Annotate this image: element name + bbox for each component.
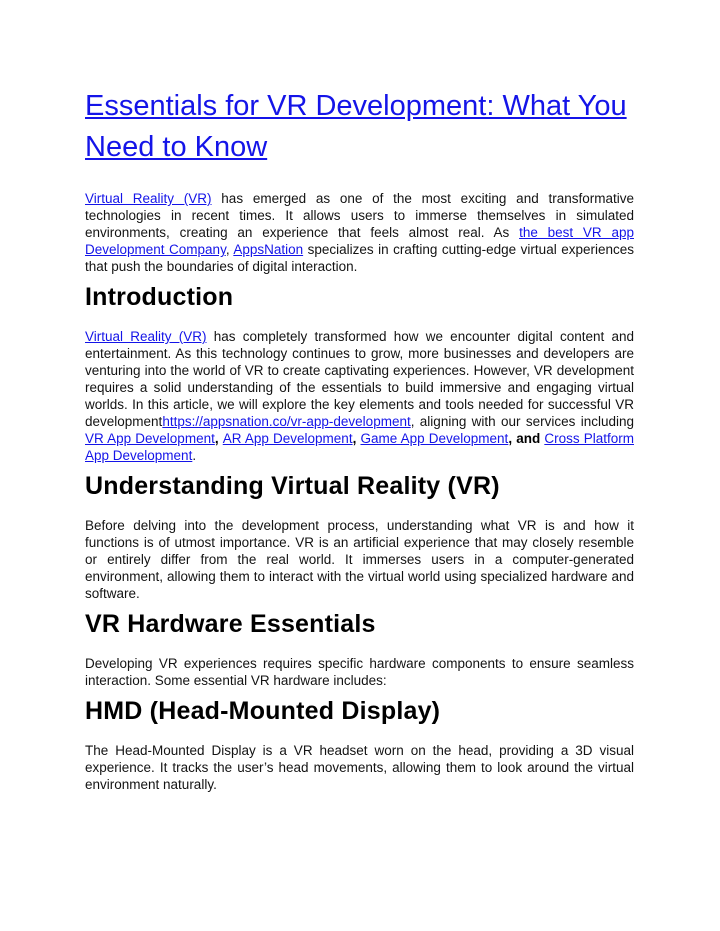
inline-link[interactable]: AppsNation xyxy=(233,242,304,257)
paragraph xyxy=(85,655,634,689)
body-text: . xyxy=(192,448,197,463)
paragraph xyxy=(85,742,634,793)
inline-link[interactable]: https://appsnation.co/vr-app-development xyxy=(162,414,411,429)
body-text: has emerged as one of the most exciting and transformative technologies in recent times. It allows users to immerse themselves in simulated environments, creating an experience that feels almost real. As xyxy=(85,191,634,240)
body-text: The Head-Mounted Display is a VR headset worn on the head, providing a 3D visual experience. It tracks the user’s head movements, allowing them to look around the virtual environment naturally. xyxy=(85,743,634,792)
bold-text: , and xyxy=(508,431,545,446)
body-text: specializes in crafting cutting-edge virtual experiences that push the boundaries of digital interaction. xyxy=(85,242,634,274)
inline-link[interactable]: Cross Platform App Development xyxy=(85,431,634,463)
document-title xyxy=(85,86,634,168)
section-heading: VR Hardware Essentials xyxy=(85,610,376,638)
body-text: , xyxy=(225,242,234,257)
body-text: Before delving into the development process, understanding what VR is and how it functions is of utmost importance. VR is an artificial experience that may closely resemble or entirely differ from the real world. It immerses users in a computer-generated environment, allowing them to interact with the virtual world using specialized hardware and software. xyxy=(85,518,634,601)
body-text: has completely transformed how we encounter digital content and entertainment. As this technology continues to grow, more businesses and developers are venturing into the world of VR to create captivating experiences. However, VR development requires a solid understanding of the essentials to build immersive and engaging virtual worlds. In this article, we will explore the key elements and tools needed for successful VR development xyxy=(85,329,634,429)
body-text: , aligning with our services including xyxy=(410,414,634,429)
inline-link[interactable]: VR App Development xyxy=(85,431,215,446)
paragraph xyxy=(85,190,634,275)
bold-text: , xyxy=(214,431,223,446)
inline-link[interactable]: Virtual Reality (VR) xyxy=(85,191,212,206)
document-content xyxy=(85,86,634,800)
bold-text: , xyxy=(352,431,361,446)
title-link[interactable]: Essentials for VR Development: What You Need to Know xyxy=(85,90,627,163)
inline-link[interactable]: AR App Development xyxy=(222,431,353,446)
section-heading: HMD (Head-Mounted Display) xyxy=(85,697,441,725)
paragraph xyxy=(85,328,634,464)
section-heading: Introduction xyxy=(85,283,234,311)
inline-link[interactable]: Virtual Reality (VR) xyxy=(85,329,207,344)
body-text: Developing VR experiences requires specific hardware components to ensure seamless interaction. Some essential VR hardware includes: xyxy=(85,656,634,688)
inline-link[interactable]: Game App Development xyxy=(360,431,509,446)
section-heading: Understanding Virtual Reality (VR) xyxy=(85,472,500,500)
paragraph xyxy=(85,517,634,602)
inline-link[interactable]: the best VR app Development Company xyxy=(85,225,634,257)
